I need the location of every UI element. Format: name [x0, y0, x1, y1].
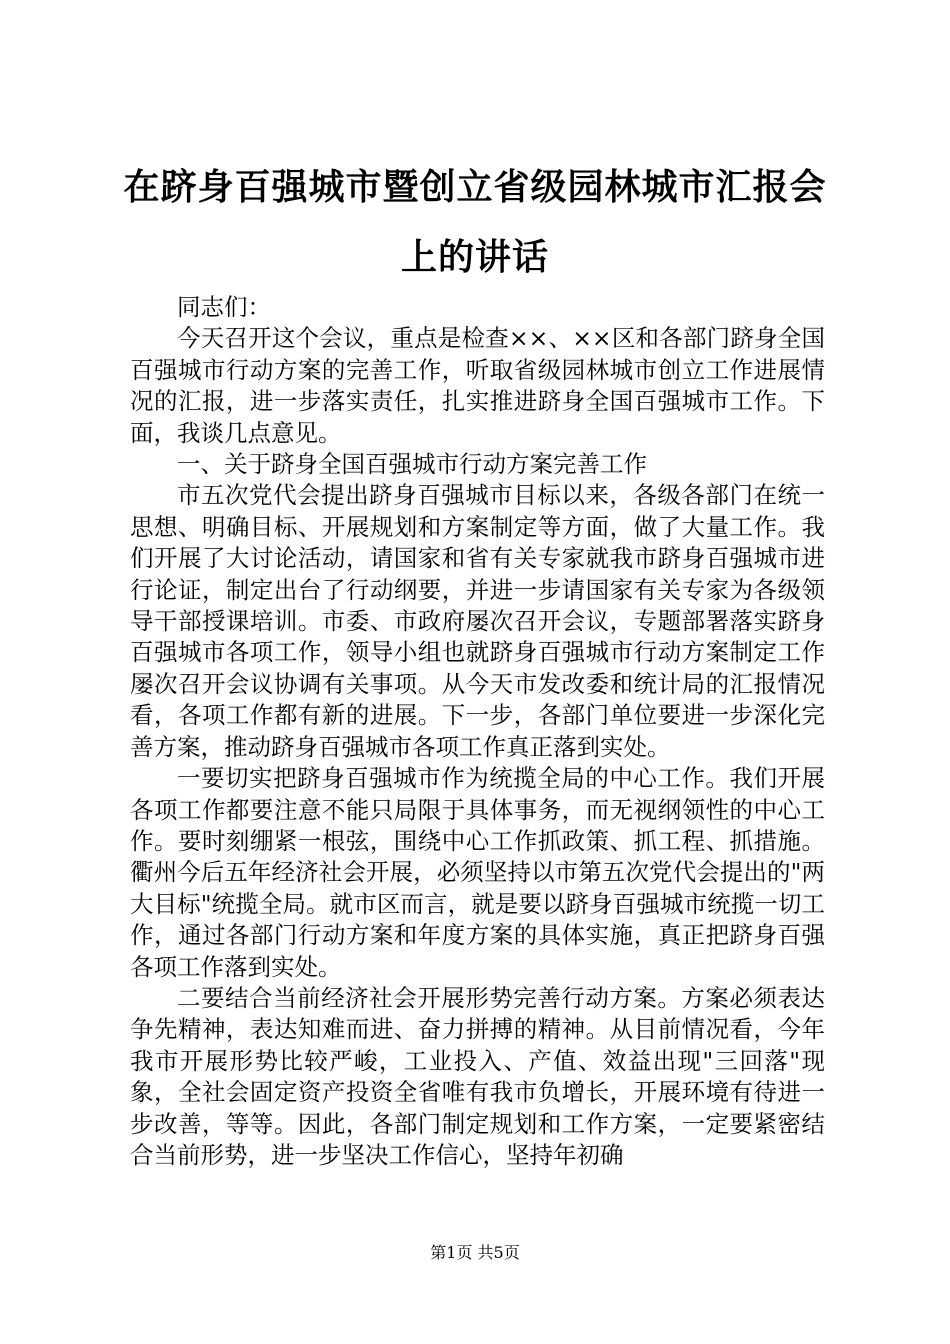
paragraph: 市五次党代会提出跻身百强城市目标以来，各级各部门在统一思想、明确目标、开展规划和方案制定等方面，做了大量工作。我们开展了大讨论活动，请国家和省有关专家就我市跻身百强城市进行论证，制定出台了行动纲要，并进一步请国家有关专家为各级领导干部授课培训。市委、市政府屡次召开会议，专题部署落实跻身百强城市各项工作，领导小组也就跻身百强城市行动方案制定工作屡次召开会议协调有关事项。从今天市发改委和统计局的汇报情况看，各项工作都有新的进展。下一步，各部门单位要进一步深化完善方案，推动跻身百强城市各项工作真正落到实处。	[130, 481, 825, 761]
paragraph-intro: 今天召开这个会议，重点是检查××、××区和各部门跻身全国百强城市行动方案的完善工作，听取省级园林城市创立工作进展情况的汇报，进一步落实责任，扎实推进跻身全国百强城市工作。下面，我谈几点意见。	[130, 324, 825, 447]
paragraph: 二要结合当前经济社会开展形势完善行动方案。方案必须表达争先精神，表达知难而进、奋力拼搏的精神。从目前情况看，今年我市开展形势比较严峻，工业投入、产值、效益出现"三回落"现象，全社会固定资产投资全省唯有我市负增长，开展环境有待进一步改善，等等。因此，各部门制定规划和工作方案，一定要紧密结合当前形势，进一步坚决工作信心，坚持年初确	[130, 983, 825, 1169]
salutation: 同志们：	[177, 293, 271, 321]
paragraph: 一要切实把跻身百强城市作为统揽全局的中心工作。我们开展各项工作都要注意不能只局限于具体事务，而无视纲领性的中心工作。要时刻绷紧一根弦，围绕中心工作抓政策、抓工程、抓措施。衢州今后五年经济社会开展，必须坚持以市第五次党代会提出的"两大目标"统揽全局。就市区而言，就是要以跻身百强城市统揽一切工作，通过各部门行动方案和年度方案的具体实施，真正把跻身百强各项工作落到实处。	[130, 764, 825, 981]
document-body	[130, 292, 825, 1171]
page-footer: 第1页 共5页	[430, 1243, 520, 1262]
document-title: 在跻身百强城市暨创立省级园林城市汇报会上的讲话	[123, 166, 827, 278]
section-heading: 一、关于跻身全国百强城市行动方案完善工作	[177, 450, 647, 479]
